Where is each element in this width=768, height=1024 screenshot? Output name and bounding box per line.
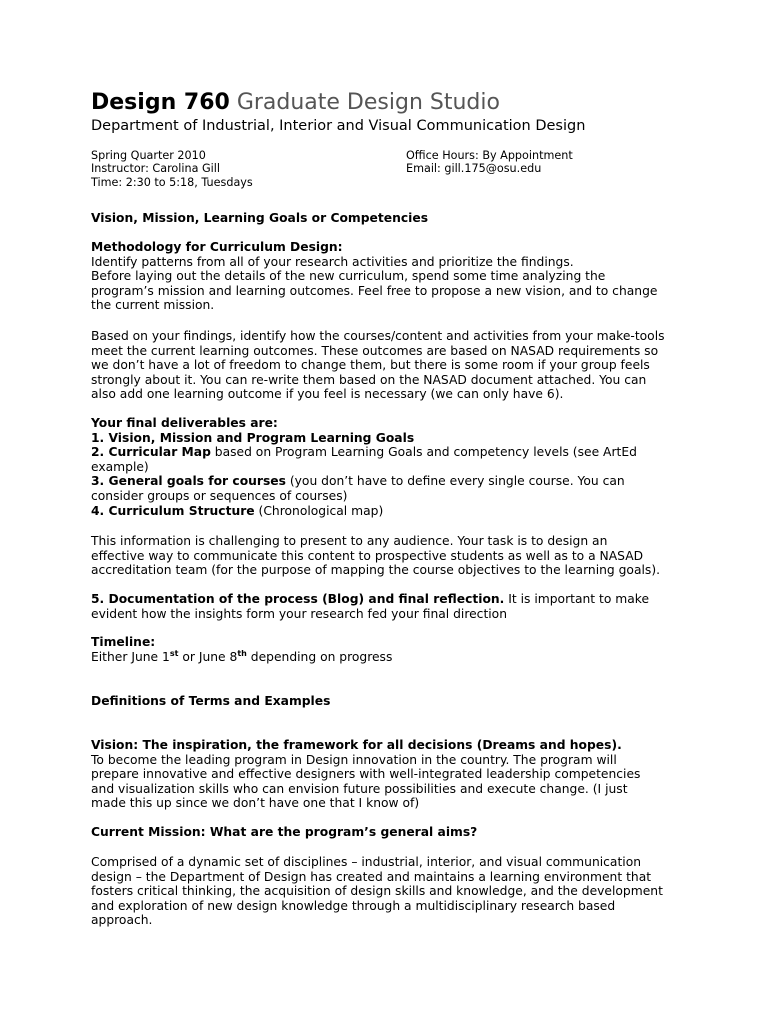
class-time: Time: 2:30 to 5:18, Tuesdays: [91, 175, 253, 189]
paragraph-line: To become the leading program in Design innovation in the country. The program will: [91, 752, 617, 767]
paragraph-line: Identify patterns from all of your research activities and prioritize the findings.: [91, 254, 574, 269]
deliverables-section: [91, 416, 691, 518]
methodology-section: [91, 240, 691, 313]
instructor: Instructor: Carolina Gill: [91, 162, 220, 176]
deliverable-item-title: 4. Curriculum Structure: [91, 503, 255, 518]
paragraph-line: we don’t have a lot of freedom to change them, but there is some room if your group feels: [91, 358, 650, 373]
paragraph-line: strongly about it. You can re-write them based on the NASAD document attached. You can: [91, 372, 647, 387]
deliverable-item-cont: consider groups or sequences of courses): [91, 488, 348, 503]
timeline-part: Either June 1: [91, 649, 170, 664]
deliverables-heading: Your final deliverables are:: [91, 416, 278, 430]
document-header: [91, 89, 691, 191]
paragraph-line: Comprised of a dynamic set of disciplines – industrial, interior, and visual communication: [91, 855, 642, 869]
course-name: Graduate Design Studio: [236, 90, 500, 115]
mission-heading: Current Mission: What are the program’s general aims?: [91, 825, 478, 839]
paragraph-line: and visualization skills who can envision future possibilities and execute change. (I just: [91, 781, 628, 796]
paragraph-line: accreditation team (for the purpose of mapping the course objectives to the learning goals).: [91, 563, 661, 578]
deliverable-item: [91, 474, 691, 489]
paragraph-line: design – the Department of Design has created and maintains a learning environment that: [91, 869, 652, 884]
paragraph-line: evident how the insights form your research fed your final direction: [91, 606, 507, 621]
deliverable-item-text: (you don’t have to define every single course. You can: [285, 474, 625, 489]
documentation-line: [91, 592, 691, 607]
deliverable-item-text: based on Program Learning Goals and competency levels (see ArtEd: [210, 445, 637, 460]
deliverable-item-cont: example): [91, 459, 149, 474]
vision-mission-heading: [91, 211, 691, 226]
paragraph-line: effective way to communicate this content to prospective students as well as to a NASAD: [91, 548, 644, 563]
course-meta-right: [406, 149, 573, 176]
findings-paragraph: [91, 329, 691, 402]
office-hours: Office Hours: By Appointment: [406, 149, 573, 162]
course-title: [91, 89, 691, 117]
paragraph-line: also add one learning outcome if you feel is necessary (we can only have 6).: [91, 387, 564, 402]
paragraph-line: approach.: [91, 913, 153, 928]
paragraph-line: made this up since we don’t have one that I know of): [91, 796, 420, 811]
vision-heading: Vision: The inspiration, the framework for all decisions (Dreams and hopes).: [91, 738, 622, 752]
timeline-section: [91, 635, 691, 664]
paragraph-line: meet the current learning outcomes. These outcomes are based on NASAD requirements so: [91, 343, 659, 358]
course-code: Design 760: [91, 90, 230, 115]
mission-heading-block: [91, 825, 691, 840]
documentation-title: 5. Documentation of the process (Blog) and final reflection.: [91, 592, 505, 606]
paragraph-line: prepare innovative and effective designers with well-integrated leadership competencies: [91, 767, 641, 782]
paragraph-line: program’s mission and learning outcomes. Feel free to propose a new vision, and to change: [91, 283, 658, 298]
paragraph-line: fosters critical thinking, the acquisition of design skills and knowledge, and the development: [91, 884, 663, 899]
deliverable-item-title: 3. General goals for courses: [91, 474, 286, 489]
timeline-part: or June 8: [178, 649, 238, 664]
term: Spring Quarter 2010: [91, 149, 206, 162]
paragraph-line: Based on your findings, identify how the courses/content and activities from your make-tools: [91, 329, 665, 343]
mission-paragraph: [91, 855, 691, 928]
paragraph-line: This information is challenging to present to any audience. Your task is to design an: [91, 534, 608, 548]
definitions-heading: [91, 694, 691, 709]
ordinal-suffix: st: [169, 648, 179, 658]
department-name: Department of Industrial, Interior and Visual Communication Design: [91, 118, 586, 134]
deliverable-item: [91, 504, 691, 519]
ordinal-suffix: th: [237, 648, 247, 658]
section-heading: Vision, Mission, Learning Goals or Competencies: [91, 211, 429, 225]
paragraph-line: the current mission.: [91, 298, 215, 313]
deliverable-item-text: (Chronological map): [254, 503, 384, 518]
deliverable-item-title: 2. Curricular Map: [91, 445, 211, 460]
deliverable-item: [91, 445, 691, 460]
timeline-heading: Timeline:: [91, 635, 156, 649]
documentation-text: It is important to make: [504, 592, 650, 606]
documentation-paragraph: [91, 592, 691, 621]
challenge-paragraph: [91, 534, 691, 578]
email: Email: gill.175@osu.edu: [406, 162, 542, 176]
timeline-part: depending on progress: [246, 649, 393, 664]
paragraph-line: and exploration of new design knowledge through a multidisciplinary research based: [91, 898, 616, 913]
paragraph-line: Before laying out the details of the new curriculum, spend some time analyzing the: [91, 269, 606, 284]
vision-section: [91, 738, 691, 811]
course-meta: [91, 149, 691, 191]
course-meta-left: [91, 149, 253, 189]
methodology-heading: Methodology for Curriculum Design:: [91, 240, 343, 254]
deliverable-item: 1. Vision, Mission and Program Learning Goals: [91, 430, 415, 445]
section-heading: Definitions of Terms and Examples: [91, 694, 331, 708]
timeline-text: [91, 650, 691, 665]
